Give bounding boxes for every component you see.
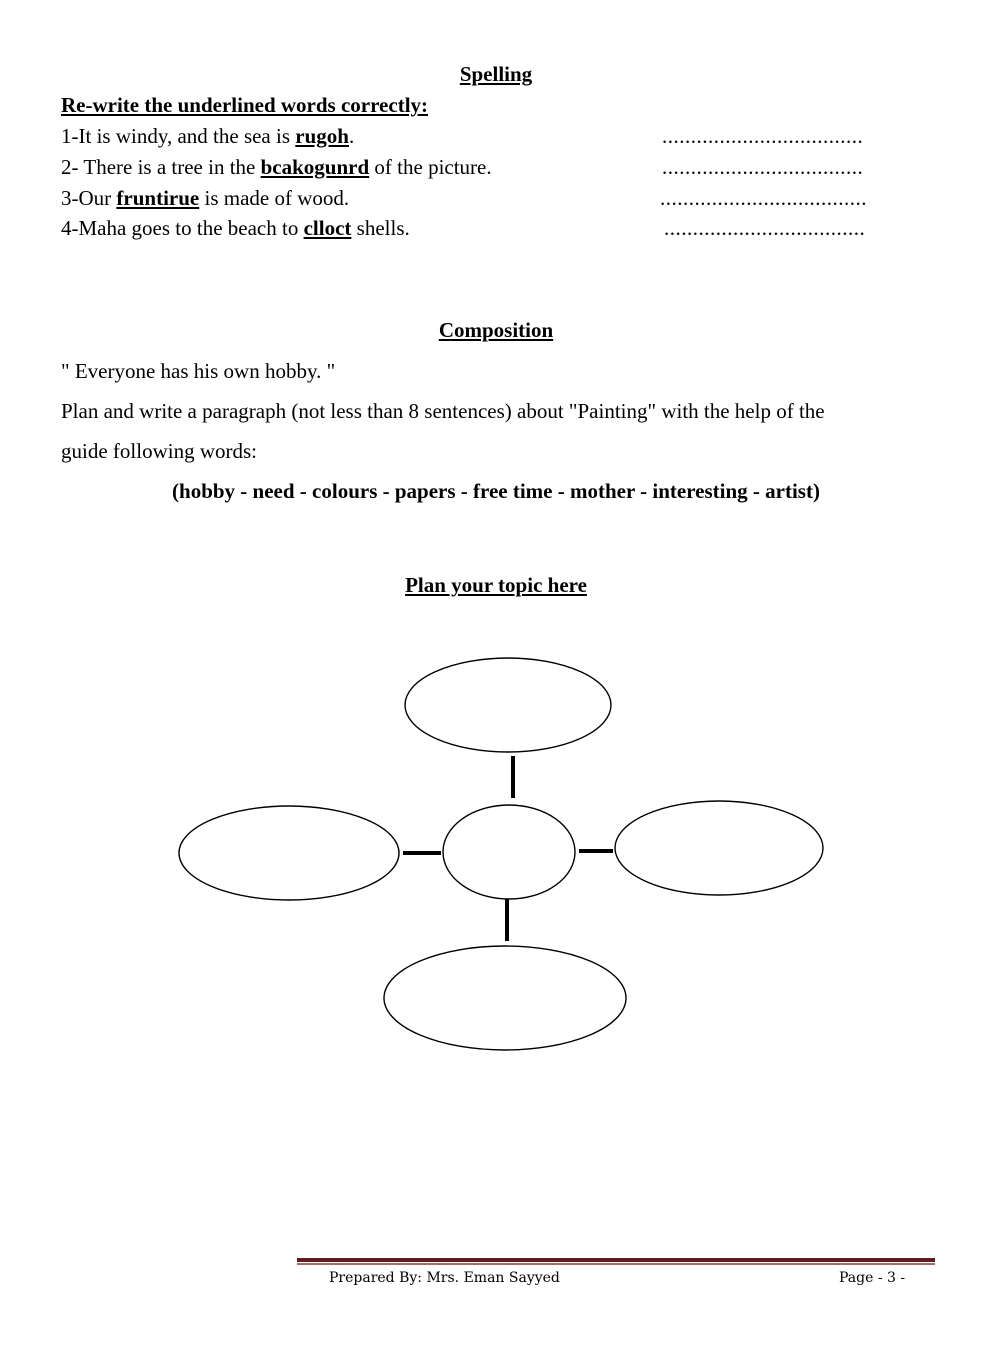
spelling-item-4 — [61, 216, 410, 241]
misspelled-word: rugoh — [295, 124, 349, 148]
right-ellipse[interactable] — [615, 801, 823, 895]
misspelled-word: bcakogunrd — [260, 155, 370, 179]
top-ellipse[interactable] — [405, 658, 611, 752]
spelling-title: Spelling — [459, 62, 533, 86]
spelling-item-1 — [61, 124, 354, 149]
bottom-ellipse[interactable] — [384, 946, 626, 1050]
item-text-pre: 4-Maha goes to the beach to — [61, 216, 304, 240]
item-text-post: of the picture. — [369, 155, 492, 179]
answer-blank-3[interactable]: .................................... — [660, 186, 867, 210]
footer-rule-thick — [297, 1258, 935, 1262]
plan-title: Plan your topic here — [405, 573, 587, 597]
center-ellipse[interactable] — [443, 805, 575, 899]
guide-words: (hobby - need - colours - papers - free time - mother - interesting - artist) — [172, 479, 820, 503]
misspelled-word: fruntirue — [116, 186, 200, 210]
composition-prompt-line-1: Plan and write a paragraph (not less than 8 sentences) about "Painting" with the help of the — [61, 399, 825, 423]
answer-blank-4[interactable]: ................................... — [664, 216, 866, 240]
item-text-pre: 3-Our — [61, 186, 117, 210]
footer-rule-thin — [297, 1263, 935, 1265]
item-text-post: is made of wood. — [199, 186, 350, 210]
answer-blank-2[interactable]: ................................... — [662, 155, 864, 179]
item-text-pre: 1-It is windy, and the sea is — [61, 124, 296, 148]
spelling-item-2 — [61, 155, 492, 180]
page-number: Page - 3 - — [839, 1270, 906, 1286]
composition-prompt-line-2: guide following words: — [61, 439, 257, 463]
spelling-instruction: Re-write the underlined words correctly: — [61, 93, 429, 117]
left-ellipse[interactable] — [179, 806, 399, 900]
composition-title: Composition — [438, 318, 554, 342]
item-text-post: shells. — [351, 216, 410, 240]
item-text-pre: 2- There is a tree in the — [61, 155, 261, 179]
spelling-item-3 — [61, 186, 349, 211]
composition-quote: " Everyone has his own hobby. " — [61, 359, 336, 383]
mind-map-diagram — [0, 640, 992, 1080]
item-text-post: . — [348, 124, 355, 148]
prepared-by: Prepared By: Mrs. Eman Sayyed — [329, 1270, 560, 1286]
misspelled-word: clloct — [303, 216, 352, 240]
answer-blank-1[interactable]: ................................... — [662, 124, 864, 148]
